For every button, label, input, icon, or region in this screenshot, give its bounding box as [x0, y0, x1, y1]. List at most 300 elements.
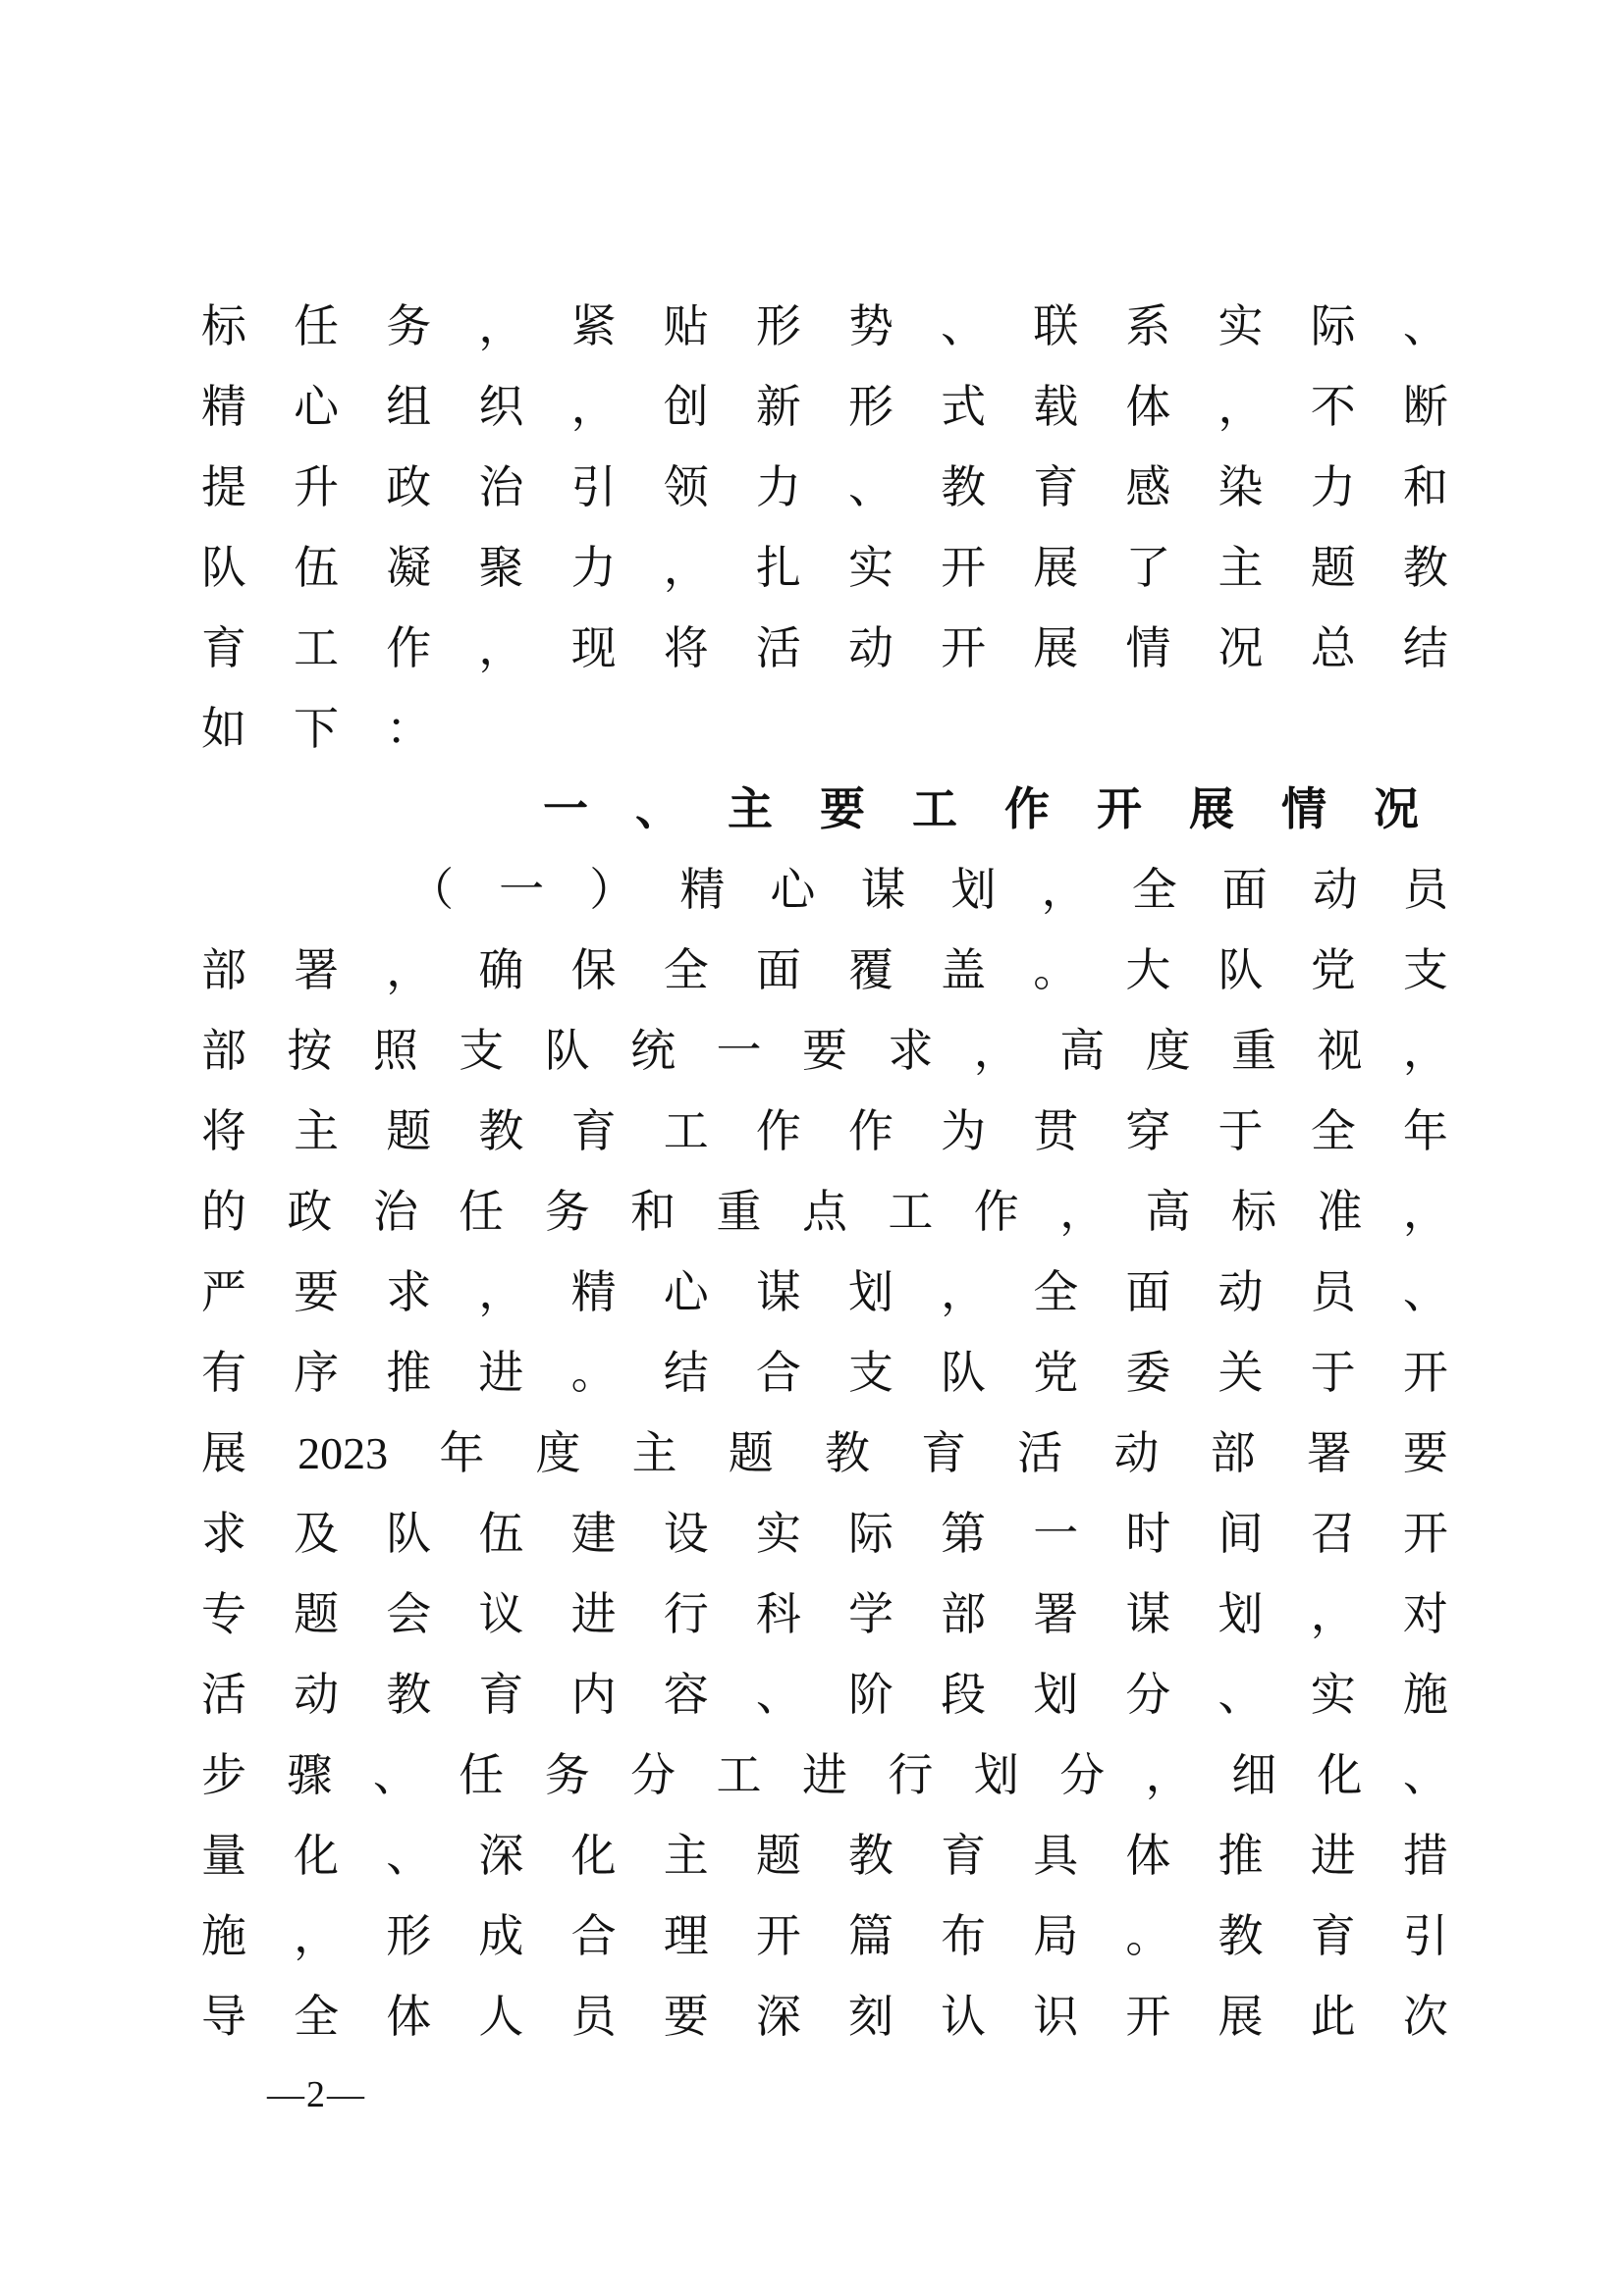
text-line	[201, 1494, 1448, 1575]
text-line	[201, 1735, 1448, 1816]
glyph: 全	[294, 1992, 340, 2042]
glyph: 按	[287, 1026, 333, 1076]
glyph: 实	[1310, 1670, 1356, 1720]
glyph: 主	[294, 1106, 340, 1156]
glyph: 会	[386, 1589, 432, 1639]
glyph: 点	[801, 1187, 847, 1237]
glyph: 教	[824, 1428, 870, 1478]
text-line	[201, 1172, 1448, 1253]
glyph: 精	[570, 1267, 617, 1317]
glyph: 署	[1306, 1428, 1352, 1478]
glyph: 动	[294, 1670, 340, 1720]
glyph: 展	[1189, 784, 1234, 834]
glyph: 现	[570, 623, 617, 673]
glyph: 段	[941, 1670, 987, 1720]
glyph: 际	[847, 1509, 893, 1559]
glyph: ，	[1218, 382, 1264, 432]
glyph: 进	[801, 1750, 847, 1800]
glyph: 题	[1310, 543, 1356, 593]
glyph: 势	[847, 301, 893, 351]
glyph: 确	[478, 945, 524, 995]
glyph: 要	[294, 1267, 340, 1317]
glyph: 分	[630, 1750, 677, 1800]
glyph: 导	[201, 1992, 246, 2042]
glyph: 形	[755, 301, 801, 351]
glyph: 实	[847, 543, 893, 593]
glyph: 年	[1402, 1106, 1448, 1156]
glyph: 推	[1218, 1831, 1264, 1881]
glyph: 理	[663, 1911, 709, 1961]
glyph: 总	[1310, 623, 1356, 673]
glyph: 形	[386, 1911, 432, 1961]
glyph: 要	[820, 784, 865, 834]
glyph: 序	[294, 1348, 340, 1398]
glyph: 深	[478, 1831, 524, 1881]
glyph: ，	[973, 1026, 1019, 1076]
glyph: 况	[1218, 623, 1264, 673]
glyph: 设	[663, 1509, 709, 1559]
glyph: 染	[1218, 462, 1264, 512]
page-number: —2—	[267, 2074, 366, 2115]
glyph: 队	[1218, 945, 1264, 995]
glyph: 开	[1125, 1992, 1171, 2042]
glyph: 骤	[287, 1750, 333, 1800]
text-line	[201, 931, 1448, 1011]
glyph: 一	[543, 784, 588, 834]
glyph: 视	[1317, 1026, 1363, 1076]
glyph: 如	[201, 704, 246, 754]
glyph: ，	[386, 945, 432, 995]
glyph: ，	[1059, 1187, 1106, 1237]
glyph: 一	[499, 865, 545, 915]
glyph: 要	[1402, 1428, 1448, 1478]
text-line	[201, 287, 1448, 367]
glyph: 措	[1402, 1831, 1448, 1881]
glyph: 的	[201, 1187, 246, 1237]
glyph: 了	[1125, 543, 1171, 593]
glyph: 织	[478, 382, 524, 432]
glyph: 重	[1231, 1026, 1277, 1076]
glyph: 员	[1402, 865, 1448, 915]
glyph: 间	[1218, 1509, 1264, 1559]
glyph: 度	[535, 1428, 581, 1478]
glyph: 阶	[847, 1670, 893, 1720]
glyph: 支	[1402, 945, 1448, 995]
glyph: 部	[201, 945, 246, 995]
glyph: 时	[1125, 1509, 1171, 1559]
glyph: 全	[663, 945, 709, 995]
glyph: 育	[921, 1428, 967, 1478]
glyph: 动	[847, 623, 893, 673]
glyph: 紧	[570, 301, 617, 351]
glyph: 况	[1374, 784, 1419, 834]
glyph: 精	[679, 865, 726, 915]
glyph: 对	[1402, 1589, 1448, 1639]
glyph: 全	[1033, 1267, 1079, 1317]
glyph: 力	[755, 462, 801, 512]
glyph: 体	[386, 1992, 432, 2042]
glyph: 行	[888, 1750, 934, 1800]
glyph: 情	[1281, 784, 1326, 834]
glyph: 育	[570, 1106, 617, 1156]
text-line	[201, 1414, 1448, 1494]
glyph: 建	[570, 1509, 617, 1559]
glyph: 第	[941, 1509, 987, 1559]
glyph: 将	[663, 623, 709, 673]
glyph: 具	[1033, 1831, 1079, 1881]
glyph: 、	[755, 1670, 801, 1720]
glyph: 划	[1218, 1589, 1264, 1639]
glyph: 联	[1033, 301, 1079, 351]
glyph: 式	[941, 382, 987, 432]
glyph: 进	[570, 1589, 617, 1639]
glyph: 科	[755, 1589, 801, 1639]
glyph: 和	[630, 1187, 677, 1237]
glyph: 教	[1402, 543, 1448, 593]
glyph: 部	[1210, 1428, 1256, 1478]
glyph: 深	[755, 1992, 801, 2042]
glyph: 政	[386, 462, 432, 512]
glyph: 体	[1125, 1831, 1171, 1881]
text-line	[201, 1575, 1448, 1655]
glyph: 进	[1310, 1831, 1356, 1881]
glyph: 一	[716, 1026, 762, 1076]
glyph: ，	[1402, 1026, 1448, 1076]
glyph: 教	[478, 1106, 524, 1156]
glyph: ，	[1145, 1750, 1191, 1800]
glyph: 新	[755, 382, 801, 432]
glyph: ，	[478, 301, 524, 351]
glyph: 队	[544, 1026, 590, 1076]
glyph: 聚	[478, 543, 524, 593]
glyph: 量	[201, 1831, 246, 1881]
glyph: 载	[1033, 382, 1079, 432]
glyph: ，	[478, 1267, 524, 1317]
glyph: 治	[372, 1187, 418, 1237]
glyph: （	[408, 865, 455, 915]
glyph: 次	[1402, 1992, 1448, 2042]
glyph: 感	[1125, 462, 1171, 512]
glyph: 进	[478, 1348, 524, 1398]
glyph: 篇	[847, 1911, 893, 1961]
glyph: 不	[1310, 382, 1356, 432]
glyph: 体	[1125, 382, 1171, 432]
glyph: 2023	[298, 1428, 389, 1478]
text-line	[201, 689, 1448, 770]
glyph: 化	[570, 1831, 617, 1881]
glyph: 队	[941, 1348, 987, 1398]
glyph: 照	[372, 1026, 418, 1076]
glyph: 工	[663, 1106, 709, 1156]
glyph: 开	[1402, 1348, 1448, 1398]
glyph: 工	[294, 623, 340, 673]
glyph: 划	[1033, 1670, 1079, 1720]
glyph: ：	[386, 704, 431, 754]
glyph: 教	[386, 1670, 432, 1720]
glyph: ，	[1402, 1187, 1448, 1237]
glyph: 活	[1017, 1428, 1063, 1478]
glyph: 署	[1033, 1589, 1079, 1639]
glyph: 组	[386, 382, 432, 432]
glyph: 动	[1113, 1428, 1160, 1478]
glyph: 划	[973, 1750, 1019, 1800]
text-line	[201, 1333, 1448, 1414]
glyph: 扎	[755, 543, 801, 593]
glyph: 题	[294, 1589, 340, 1639]
glyph: 开	[1402, 1509, 1448, 1559]
glyph: 精	[201, 382, 246, 432]
glyph: 面	[755, 945, 801, 995]
glyph: 支	[847, 1348, 893, 1398]
glyph: 务	[544, 1750, 590, 1800]
glyph: 展	[1218, 1992, 1264, 2042]
glyph: 支	[459, 1026, 505, 1076]
glyph: 于	[1310, 1348, 1356, 1398]
glyph: 划	[950, 865, 997, 915]
glyph: 行	[663, 1589, 709, 1639]
glyph: 创	[663, 382, 709, 432]
glyph: 实	[755, 1509, 801, 1559]
glyph: 题	[386, 1106, 432, 1156]
text-line	[201, 1896, 1448, 1977]
glyph: 队	[386, 1509, 432, 1559]
glyph: 心	[294, 382, 340, 432]
glyph: 凝	[386, 543, 432, 593]
glyph: 穿	[1125, 1106, 1171, 1156]
glyph: 断	[1402, 382, 1448, 432]
glyph: 。	[570, 1348, 617, 1398]
glyph: 任	[459, 1187, 505, 1237]
glyph: 展	[1033, 543, 1079, 593]
paragraph-indent	[201, 890, 363, 891]
glyph: ，	[941, 1267, 987, 1317]
glyph: 心	[770, 865, 816, 915]
glyph: 教	[941, 462, 987, 512]
text-line	[201, 1092, 1448, 1172]
glyph: 合	[755, 1348, 801, 1398]
glyph: 有	[201, 1348, 246, 1398]
glyph: 提	[201, 462, 246, 512]
glyph: 专	[201, 1589, 246, 1639]
glyph: 识	[1033, 1992, 1079, 2042]
glyph: ，	[663, 543, 709, 593]
glyph: 署	[294, 945, 340, 995]
glyph: 展	[1033, 623, 1079, 673]
text-line	[201, 1816, 1448, 1896]
glyph: 标	[201, 301, 246, 351]
heading-line	[201, 770, 1448, 850]
glyph: 。	[1033, 945, 1079, 995]
text-line	[201, 448, 1448, 528]
paragraph-indent	[201, 810, 496, 811]
glyph: 面	[1221, 865, 1268, 915]
text-line	[201, 367, 1448, 448]
glyph: 题	[728, 1428, 774, 1478]
glyph: 标	[1231, 1187, 1277, 1237]
text-line	[201, 528, 1448, 609]
glyph: 、	[847, 462, 893, 512]
glyph: 主	[1218, 543, 1264, 593]
glyph: 谋	[860, 865, 906, 915]
glyph: 主	[663, 1831, 709, 1881]
glyph: 此	[1310, 1992, 1356, 2042]
glyph: 面	[1125, 1267, 1171, 1317]
glyph: 领	[663, 462, 709, 512]
glyph: 活	[755, 623, 801, 673]
glyph: ，	[570, 382, 617, 432]
glyph: 情	[1125, 623, 1171, 673]
glyph: 形	[847, 382, 893, 432]
text-line	[201, 1253, 1448, 1333]
glyph: 工	[912, 784, 957, 834]
glyph: 育	[1033, 462, 1079, 512]
glyph: 活	[201, 1670, 246, 1720]
glyph: 局	[1033, 1911, 1079, 1961]
glyph: 作	[1004, 784, 1050, 834]
glyph: 推	[386, 1348, 432, 1398]
glyph: 、	[941, 301, 987, 351]
glyph: 求	[201, 1509, 246, 1559]
glyph: 大	[1125, 945, 1171, 995]
glyph: 人	[478, 1992, 524, 2042]
glyph: 实	[1218, 301, 1264, 351]
glyph: 心	[663, 1267, 709, 1317]
glyph: 谋	[755, 1267, 801, 1317]
glyph: 开	[1097, 784, 1142, 834]
glyph: ，	[1310, 1589, 1356, 1639]
glyph: 全	[1131, 865, 1177, 915]
glyph: 一	[1033, 1509, 1079, 1559]
glyph: 度	[1145, 1026, 1191, 1076]
glyph: 要	[801, 1026, 847, 1076]
glyph: 高	[1059, 1026, 1106, 1076]
glyph: 任	[294, 301, 340, 351]
glyph: 全	[1310, 1106, 1356, 1156]
glyph: 展	[201, 1428, 246, 1478]
glyph: 、	[1402, 1267, 1448, 1317]
glyph: 部	[941, 1589, 987, 1639]
glyph: 统	[630, 1026, 677, 1076]
text-block	[201, 287, 1448, 2057]
glyph: 队	[201, 543, 246, 593]
glyph: 开	[941, 543, 987, 593]
glyph: 务	[386, 301, 432, 351]
glyph: ）	[589, 865, 635, 915]
glyph: 保	[570, 945, 617, 995]
glyph: 谋	[1125, 1589, 1171, 1639]
glyph: 教	[1218, 1911, 1264, 1961]
glyph: 动	[1312, 865, 1358, 915]
glyph: 学	[847, 1589, 893, 1639]
text-line	[201, 850, 1448, 931]
glyph: 刻	[847, 1992, 893, 2042]
glyph: 划	[847, 1267, 893, 1317]
glyph: 准	[1317, 1187, 1363, 1237]
glyph: 育	[1310, 1911, 1356, 1961]
glyph: 贴	[663, 301, 709, 351]
glyph: 、	[372, 1750, 418, 1800]
glyph: 议	[478, 1589, 524, 1639]
glyph: 求	[888, 1026, 934, 1076]
glyph: 际	[1310, 301, 1356, 351]
glyph: 开	[941, 623, 987, 673]
glyph: 育	[478, 1670, 524, 1720]
glyph: 、	[1402, 301, 1448, 351]
glyph: 治	[478, 462, 524, 512]
glyph: 成	[478, 1911, 524, 1961]
glyph: 部	[201, 1026, 246, 1076]
glyph: 开	[755, 1911, 801, 1961]
glyph: 、	[1218, 1670, 1264, 1720]
glyph: 严	[201, 1267, 246, 1317]
glyph: 党	[1033, 1348, 1079, 1398]
glyph: 分	[1059, 1750, 1106, 1800]
glyph: 重	[716, 1187, 762, 1237]
glyph: ，	[478, 623, 524, 673]
glyph: 贯	[1033, 1106, 1079, 1156]
glyph: 召	[1310, 1509, 1356, 1559]
glyph: 。	[1125, 1911, 1171, 1961]
glyph: 认	[941, 1992, 987, 2042]
glyph: 引	[570, 462, 617, 512]
glyph: 育	[941, 1831, 987, 1881]
glyph: 结	[1402, 623, 1448, 673]
glyph: 作	[755, 1106, 801, 1156]
glyph: 和	[1402, 462, 1448, 512]
glyph: 施	[201, 1911, 246, 1961]
glyph: 施	[1402, 1670, 1448, 1720]
glyph: 结	[663, 1348, 709, 1398]
glyph: ，	[294, 1911, 340, 1961]
text-line	[201, 1011, 1448, 1092]
glyph: 伍	[478, 1509, 524, 1559]
glyph: 求	[386, 1267, 432, 1317]
glyph: 容	[663, 1670, 709, 1720]
glyph: 、	[635, 784, 680, 834]
glyph: 力	[570, 543, 617, 593]
glyph: 细	[1231, 1750, 1277, 1800]
glyph: 化	[1317, 1750, 1363, 1800]
text-line	[201, 609, 1448, 689]
glyph: 年	[439, 1428, 485, 1478]
glyph: 作	[847, 1106, 893, 1156]
glyph: 员	[1310, 1267, 1356, 1317]
glyph: 工	[888, 1187, 934, 1237]
glyph: 作	[386, 623, 432, 673]
glyph: 主	[631, 1428, 677, 1478]
glyph: 布	[941, 1911, 987, 1961]
glyph: 合	[570, 1911, 617, 1961]
glyph: 工	[716, 1750, 762, 1800]
glyph: 主	[728, 784, 773, 834]
glyph: 高	[1145, 1187, 1191, 1237]
glyph: 分	[1125, 1670, 1171, 1720]
glyph: 系	[1125, 301, 1171, 351]
glyph: 要	[663, 1992, 709, 2042]
glyph: 务	[544, 1187, 590, 1237]
glyph: 覆	[847, 945, 893, 995]
glyph: 育	[201, 623, 246, 673]
glyph: 化	[294, 1831, 340, 1881]
glyph: 题	[755, 1831, 801, 1881]
glyph: 力	[1310, 462, 1356, 512]
glyph: 盖	[941, 945, 987, 995]
glyph: 伍	[294, 543, 340, 593]
glyph: 党	[1310, 945, 1356, 995]
glyph: 升	[294, 462, 340, 512]
glyph: 引	[1402, 1911, 1448, 1961]
glyph: 动	[1218, 1267, 1264, 1317]
